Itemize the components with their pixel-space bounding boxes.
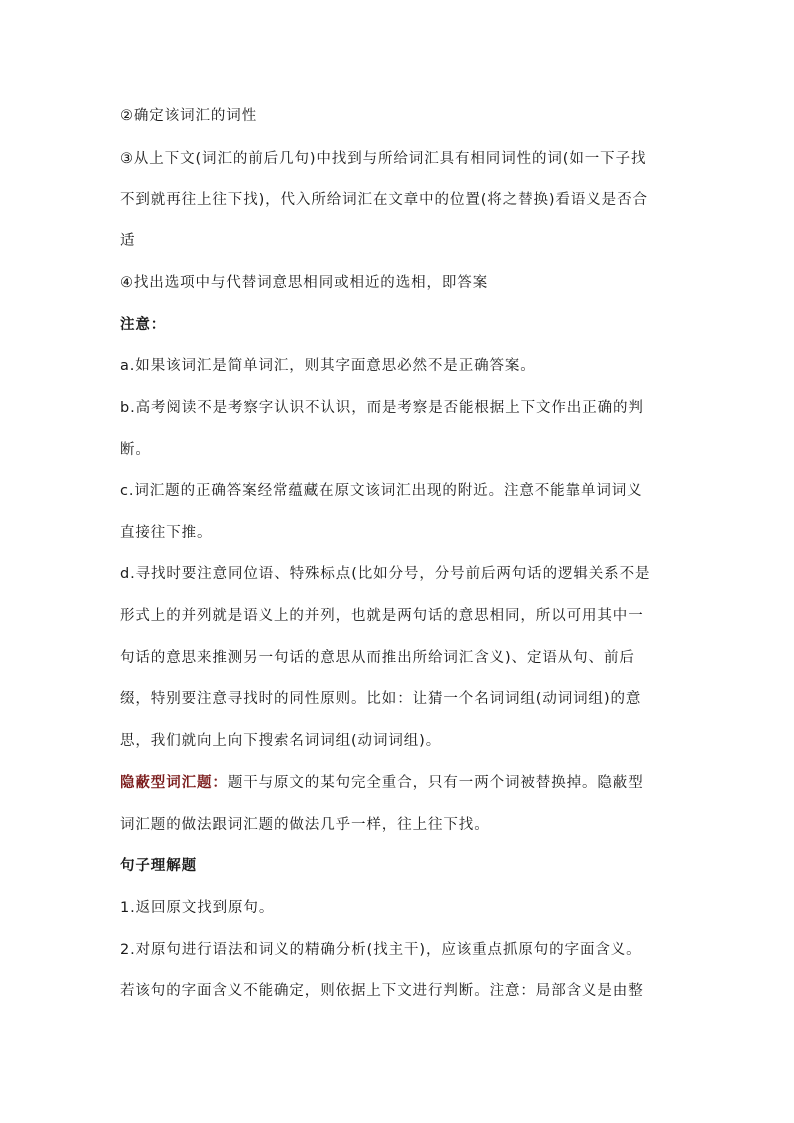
sentence-section-heading: 句子理解题: [120, 858, 197, 874]
sentence-step-2-line-2: 若该句的字面含义不能确定，则依据上下文进行判断。注意：局部含义是由整: [120, 983, 644, 999]
note-d-line-3: 句话的意思来推测另一句话的意思从而推出所给词汇含义)、定语从句、前后: [120, 650, 635, 666]
note-d-line-4: 缀，特别要注意寻找时的同性原则。比如：让猜一个名词词组(动词词组)的意: [120, 691, 642, 707]
hidden-vocab-text: 题干与原文的某句完全重合，只有一两个词被替换掉。隐蔽型: [227, 775, 644, 791]
note-c-line-2: 直接往下推。: [120, 525, 213, 541]
note-b-line-1: b.高考阅读不是考察字认识不认识，而是考察是否能根据上下文作出正确的判: [120, 400, 644, 416]
note-d-line-2: 形式上的并列就是语义上的并列，也就是两句话的意思相同，所以可用其中一: [120, 608, 644, 624]
note-d-line-5: 思，我们就向上向下搜索名词词组(动词词组)。: [120, 733, 442, 749]
sentence-step-2-line-1: 2.对原句进行语法和词义的精确分析(找主干)，应该重点抓原句的字面含义。: [120, 942, 642, 958]
note-d-line-1: d.寻找时要注意同位语、特殊标点(比如分号，分号前后两句话的逻辑关系不是: [120, 566, 651, 582]
step-3-line-1: ③从上下文(词汇的前后几句)中找到与所给词汇具有相同词性的词(如一下子找: [120, 151, 647, 167]
hidden-vocab-line-2: 词汇题的做法跟词汇题的做法几乎一样，往上往下找。: [120, 817, 490, 833]
hidden-vocab-line-1: [120, 773, 680, 793]
step-3-line-2: 不到就再往上往下找)，代入所给词汇在文章中的位置(将之替换)看语义是否合: [120, 192, 648, 208]
step-2-line: ②确定该词汇的词性: [120, 108, 258, 124]
note-heading: 注意：: [120, 317, 167, 333]
note-b-line-2: 断。: [120, 442, 151, 458]
note-a-line: a.如果该词汇是简单词汇，则其字面意思必然不是正确答案。: [120, 358, 536, 374]
sentence-step-1-line: 1.返回原文找到原句。: [120, 900, 275, 916]
hidden-vocab-label: 隐蔽型词汇题：: [120, 775, 228, 791]
note-c-line-1: c.词汇题的正确答案经常蕴藏在原文该词汇出现的附近。注意不能靠单词词义: [120, 483, 643, 499]
step-4-line: ④找出选项中与代替词意思相同或相近的选相，即答案: [120, 275, 489, 291]
step-3-line-3: 适: [120, 233, 136, 249]
